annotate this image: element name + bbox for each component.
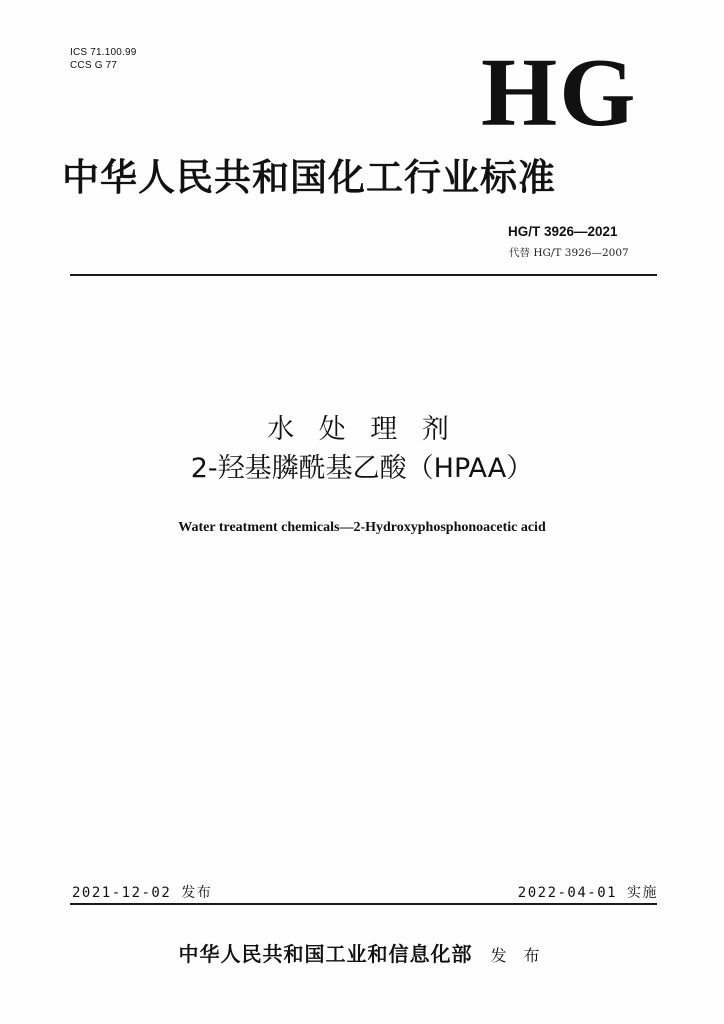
publisher-name: 中华人民共和国工业和信息化部 [178, 942, 473, 966]
ccs-code: CCS G 77 [70, 60, 118, 71]
standard-number: HG/T 3926—2021 [508, 224, 618, 239]
standard-body-title: 中华人民共和国化工行业标准 [62, 155, 556, 199]
issue-date: 2021-12-02 发布 [72, 885, 213, 901]
classification-codes [70, 46, 137, 72]
publisher-line [0, 940, 724, 970]
replaces-standard: 代替 HG/T 3926—2007 [509, 247, 629, 259]
top-divider [70, 274, 657, 276]
bottom-divider [70, 903, 657, 905]
effective-date: 2022-04-01 实施 [517, 885, 658, 901]
document-title-line2: 2-羟基膦酰基乙酸（HPAA） [190, 453, 534, 484]
publisher-action: 发 布 [490, 946, 546, 965]
document-title-line1: 水 处 理 剂 [267, 414, 457, 445]
document-title-english: Water treatment chemicals—2-Hydroxyphosphonoacetic acid [178, 520, 546, 535]
hg-logo: HG [481, 39, 638, 147]
ics-code: ICS 71.100.99 [70, 47, 137, 58]
